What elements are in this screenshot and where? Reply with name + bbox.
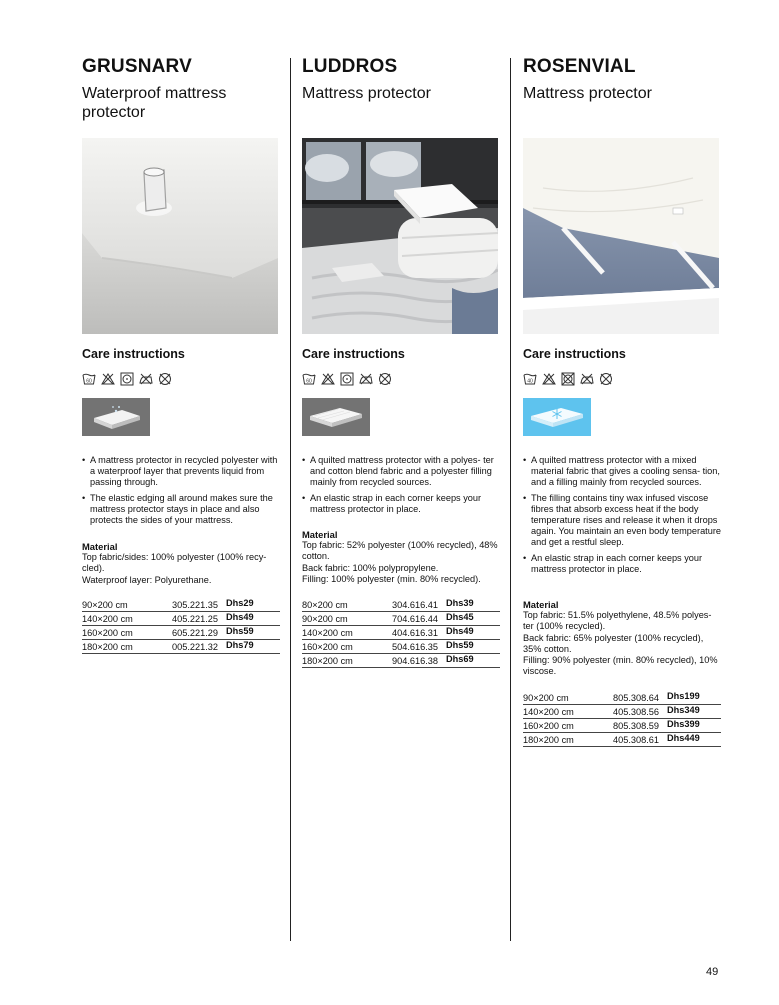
table-row: [523, 719, 721, 733]
care-icons: [302, 372, 392, 386]
care-instructions-title: Care instructions: [82, 347, 185, 361]
table-row: [82, 640, 280, 654]
article-number: 904.616.38: [392, 656, 438, 666]
table-row: [82, 612, 280, 626]
price: Dhs45: [446, 612, 474, 622]
product-name: GRUSNARV: [82, 56, 192, 77]
price: Dhs399: [667, 719, 700, 729]
quilted-mattress-icon: [302, 398, 370, 436]
product-subtitle: Waterproof mattress protector: [82, 85, 227, 121]
no-dry-clean-icon: [158, 372, 172, 386]
price-table: [302, 598, 500, 668]
table-row: [523, 705, 721, 719]
article-number: 405.308.61: [613, 735, 659, 745]
material-line: Filling: 100% polyester (min. 80% recycled).: [302, 573, 481, 584]
table-row: [82, 598, 280, 612]
wash-temp-text: 60: [306, 378, 312, 385]
wash-temp-text: 60: [86, 378, 92, 385]
product-name: ROSENVIAL: [523, 56, 636, 77]
wash-60-icon: [302, 372, 316, 386]
table-row: [523, 733, 721, 747]
material-line: Waterproof layer: Polyurethane.: [82, 574, 212, 585]
table-row: [302, 640, 500, 654]
table-row: [523, 691, 721, 705]
article-number: 704.616.44: [392, 614, 438, 624]
no-iron-icon: [359, 372, 373, 386]
price: Dhs199: [667, 691, 700, 701]
size-label: 140×200 cm: [82, 614, 133, 624]
material-title: Material: [523, 599, 559, 610]
article-number: 404.616.31: [392, 628, 438, 638]
care-icons: [523, 372, 613, 386]
no-bleach-icon: [101, 372, 115, 386]
product-subtitle: Mattress protector: [523, 85, 652, 102]
table-row: [302, 654, 500, 668]
article-number: 405.308.56: [613, 707, 659, 717]
material-line: Top fabric/sides: 100% polyester (100% recy- cled).: [82, 552, 267, 574]
product-photo: [302, 138, 498, 334]
feature-item: • A quilted mattress protector with a polyes- ter and cotton blend fabric and a polyester filling mainly from recycled sources.: [302, 455, 500, 489]
size-label: 160×200 cm: [82, 628, 133, 638]
price: Dhs59: [226, 626, 254, 636]
size-label: 90×200 cm: [82, 600, 128, 610]
material-line: Top fabric: 52% polyester (100% recycled), 48% cotton.: [302, 540, 498, 562]
material-section: [82, 541, 280, 586]
price: Dhs79: [226, 640, 254, 650]
article-number: 305.221.35: [172, 600, 218, 610]
price: Dhs69: [446, 654, 474, 664]
column-divider: [510, 58, 511, 941]
product-photo: [82, 138, 278, 334]
feature-item: • An elastic strap in each corner keeps your mattress protector in place.: [523, 553, 721, 575]
feature-item: • A quilted mattress protector with a mixed material fabric that gives a cooling sensa- tion, and a filling mainly from recycled sources.: [523, 455, 721, 489]
waterproof-layer-icon: [82, 398, 150, 436]
care-icons: [82, 372, 172, 386]
material-section: [302, 529, 500, 585]
no-dry-clean-icon: [378, 372, 392, 386]
wash-temp-text: 40: [527, 378, 533, 385]
article-number: 805.308.64: [613, 693, 659, 703]
table-row: [302, 612, 500, 626]
product-photo: [523, 138, 719, 334]
no-tumble-dry-icon: [561, 372, 575, 386]
price: Dhs39: [446, 598, 474, 608]
tumble-dry-icon: [120, 372, 134, 386]
price: Dhs49: [446, 626, 474, 636]
feature-item: • The elastic edging all around makes sure the mattress protector stays in place and also protects the sides of your mattress.: [82, 493, 280, 527]
feature-item: • The filling contains tiny wax infused viscose fibres that absorb excess heat if the body temperature rises and release it when it drops again. You maintain an even body temperature and get a restful sleep.: [523, 493, 721, 549]
product-subtitle: Mattress protector: [302, 85, 431, 102]
size-label: 160×200 cm: [302, 642, 353, 652]
table-row: [302, 626, 500, 640]
size-label: 90×200 cm: [523, 693, 569, 703]
price-table: [82, 598, 280, 654]
size-label: 180×200 cm: [523, 735, 574, 745]
article-number: 504.616.35: [392, 642, 438, 652]
cooling-mattress-icon: [523, 398, 591, 436]
tumble-dry-icon: [340, 372, 354, 386]
no-dry-clean-icon: [599, 372, 613, 386]
feature-list: [82, 455, 280, 530]
price-table: [523, 691, 721, 747]
table-row: [302, 598, 500, 612]
wash-60-icon: [82, 372, 96, 386]
page-number: 49: [706, 966, 719, 978]
no-iron-icon: [580, 372, 594, 386]
size-label: 80×200 cm: [302, 600, 348, 610]
article-number: 605.221.29: [172, 628, 218, 638]
article-number: 405.221.25: [172, 614, 218, 624]
table-row: [82, 626, 280, 640]
care-instructions-title: Care instructions: [302, 347, 405, 361]
material-line: Filling: 90% polyester (min. 80% recycled), 10% viscose.: [523, 655, 718, 677]
no-bleach-icon: [321, 372, 335, 386]
material-line: Back fabric: 65% polyester (100% recycled), 35% cotton.: [523, 632, 704, 654]
size-label: 180×200 cm: [82, 642, 133, 652]
article-number: 005.221.32: [172, 642, 218, 652]
size-label: 160×200 cm: [523, 721, 574, 731]
product-name: LUDDROS: [302, 56, 398, 77]
material-title: Material: [302, 529, 338, 540]
feature-item: • An elastic strap in each corner keeps your mattress protector in place.: [302, 493, 500, 515]
material-line: Back fabric: 100% polypropylene.: [302, 562, 439, 573]
feature-list: [302, 455, 500, 519]
article-number: 805.308.59: [613, 721, 659, 731]
column-divider: [290, 58, 291, 941]
price: Dhs29: [226, 598, 254, 608]
price: Dhs59: [446, 640, 474, 650]
price: Dhs349: [667, 705, 700, 715]
price: Dhs449: [667, 733, 700, 743]
size-label: 180×200 cm: [302, 656, 353, 666]
no-iron-icon: [139, 372, 153, 386]
material-line: Top fabric: 51.5% polyethylene, 48.5% polyes- ter (100% recycled).: [523, 610, 712, 632]
size-label: 140×200 cm: [302, 628, 353, 638]
price: Dhs49: [226, 612, 254, 622]
material-section: [523, 599, 721, 677]
feature-list: [523, 455, 721, 579]
material-title: Material: [82, 541, 118, 552]
size-label: 90×200 cm: [302, 614, 348, 624]
article-number: 304.616.41: [392, 600, 438, 610]
no-bleach-icon: [542, 372, 556, 386]
feature-item: • A mattress protector in recycled polyester with a waterproof layer that prevents liquid from passing through.: [82, 455, 280, 489]
care-instructions-title: Care instructions: [523, 347, 626, 361]
size-label: 140×200 cm: [523, 707, 574, 717]
wash-40-icon: [523, 372, 537, 386]
